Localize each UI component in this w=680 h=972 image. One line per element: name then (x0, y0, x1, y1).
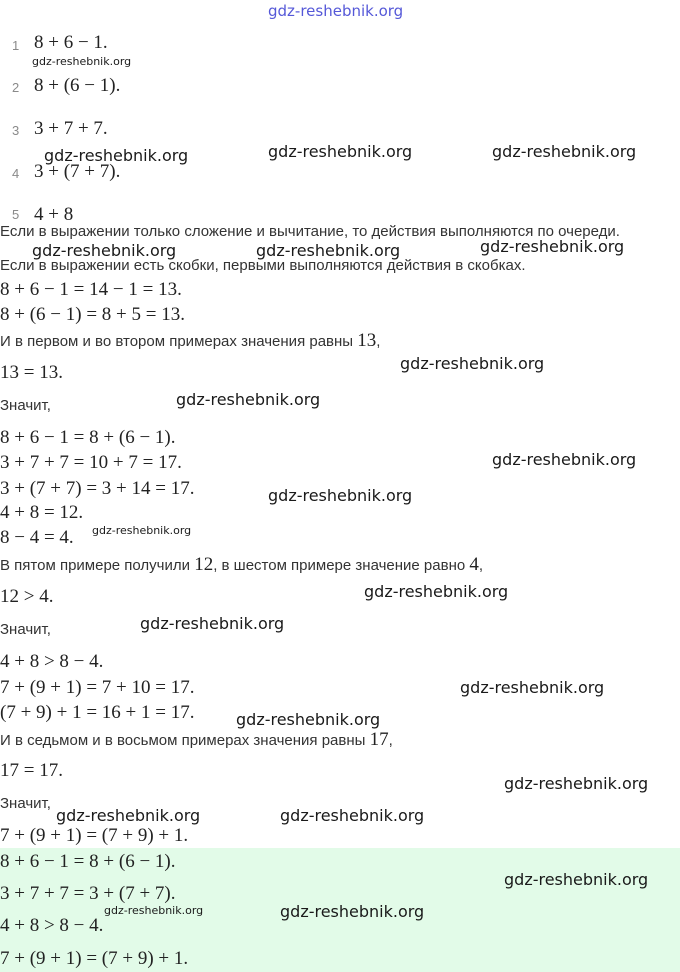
watermark: gdz-reshebnik.org (460, 678, 605, 697)
answer-line: 3 + 7 + 7 = 3 + (7 + 7). (0, 883, 176, 904)
answer-line: 4 + 8 > 8 − 4. (0, 915, 104, 936)
watermark: gdz-reshebnik.org (492, 142, 637, 161)
calculation: 7 + (9 + 1) = 7 + 10 = 17. (0, 677, 195, 698)
task-expression: 4 + 8 (34, 204, 74, 223)
task-expression: 3 + (7 + 7). (34, 161, 121, 182)
watermark: gdz-reshebnik.org (44, 146, 189, 165)
watermark: gdz-reshebnik.org (92, 524, 192, 537)
conclusion-label: Значит, (0, 621, 51, 638)
explanation-text: И в первом и во втором примерах значения равны (0, 333, 358, 350)
watermark: gdz-reshebnik.org (56, 806, 201, 825)
watermark: gdz-reshebnik.org (176, 390, 321, 409)
explanation (0, 555, 483, 574)
calculation: 8 + (6 − 1) = 8 + 5 = 13. (0, 304, 185, 325)
watermark: gdz-reshebnik.org (268, 142, 413, 161)
explanation-number: 17 (369, 729, 389, 750)
watermark: gdz-reshebnik.org (492, 450, 637, 469)
watermark: gdz-reshebnik.org (140, 614, 285, 633)
watermark: gdz-reshebnik.org (280, 806, 425, 825)
watermark: gdz-reshebnik.org (504, 774, 649, 793)
task-expression: 8 + (6 − 1). (34, 75, 121, 96)
calculation: 8 − 4 = 4. (0, 527, 74, 548)
task-number: 3 (12, 123, 20, 138)
watermark: gdz-reshebnik.org (280, 902, 425, 921)
explanation-number: 4 (469, 554, 479, 575)
answer-line: 7 + (9 + 1) = (7 + 9) + 1. (0, 948, 189, 969)
result: 4 + 8 > 8 − 4. (0, 651, 104, 672)
watermark: gdz-reshebnik.org (364, 582, 509, 601)
calculation: 4 + 8 = 12. (0, 502, 84, 523)
calculation: 3 + 7 + 7 = 10 + 7 = 17. (0, 452, 182, 473)
watermark: gdz-reshebnik.org (32, 55, 132, 68)
explanation-text: , (478, 557, 484, 574)
comparison: 12 > 4. (0, 586, 54, 607)
answer-line: 8 + 6 − 1 = 8 + (6 − 1). (0, 851, 176, 872)
task-expression: 8 + 6 − 1. (34, 32, 108, 53)
watermark: gdz-reshebnik.org (480, 237, 625, 256)
watermark: gdz-reshebnik.org (256, 241, 401, 260)
explanation-text: И в седьмом и в восьмом примерах значения равны (0, 732, 370, 749)
watermark: gdz-reshebnik.org (236, 710, 381, 729)
explanation-number: 13 (357, 330, 377, 351)
watermark: gdz-reshebnik.org (400, 354, 545, 373)
task-clipped-row (0, 203, 680, 223)
task-expression: 3 + 7 + 7. (34, 118, 108, 139)
explanation-text: , (376, 333, 381, 350)
task-number: 4 (12, 166, 20, 181)
explanation (0, 730, 393, 749)
rule-text: Если в выражении есть скобки, первыми выполняются действия в скобках. (0, 257, 526, 274)
task-number: 2 (12, 80, 20, 95)
result: 7 + (9 + 1) = (7 + 9) + 1. (0, 825, 189, 846)
result: 8 + 6 − 1 = 8 + (6 − 1). (0, 427, 176, 448)
task-number: 1 (12, 38, 20, 53)
watermark-top: gdz-reshebnik.org (268, 2, 404, 20)
explanation (0, 331, 380, 350)
calculation: (7 + 9) + 1 = 16 + 1 = 17. (0, 702, 195, 723)
explanation-text: , в шестом примере значение равно (213, 557, 470, 574)
explanation-number: 12 (194, 554, 214, 575)
conclusion-label: Значит, (0, 397, 51, 414)
calculation: 8 + 6 − 1 = 14 − 1 = 13. (0, 279, 182, 300)
watermark: gdz-reshebnik.org (268, 486, 413, 505)
equality: 17 = 17. (0, 760, 63, 781)
calculation: 3 + (7 + 7) = 3 + 14 = 17. (0, 478, 195, 499)
rule-text: Если в выражении только сложение и вычитание, то действия выполняются по очереди. (0, 223, 620, 240)
conclusion-label: Значит, (0, 795, 51, 812)
task-number: 5 (12, 207, 20, 222)
watermark: gdz-reshebnik.org (504, 870, 649, 889)
explanation-text: , (388, 732, 393, 749)
watermark: gdz-reshebnik.org (32, 241, 177, 260)
equality: 13 = 13. (0, 362, 63, 383)
watermark: gdz-reshebnik.org (104, 904, 204, 917)
explanation-text: В пятом примере получили (0, 557, 195, 574)
